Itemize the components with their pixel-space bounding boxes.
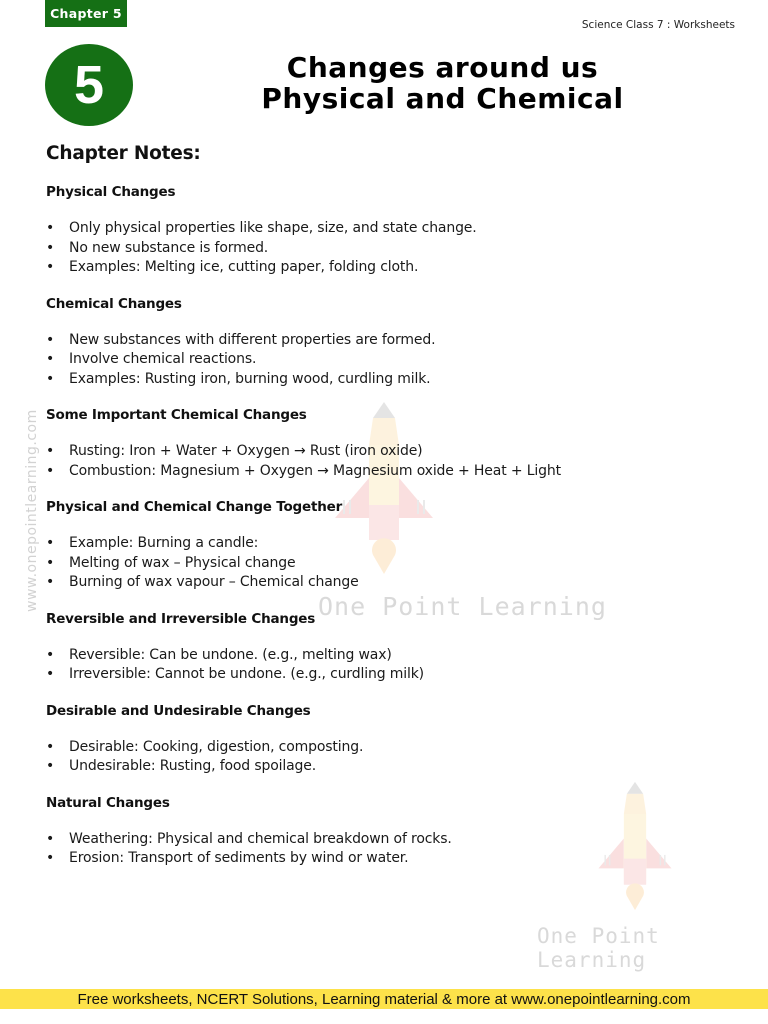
list-item: • Examples: Melting ice, cutting paper, folding cloth. — [46, 259, 419, 275]
section-chemical-changes — [46, 296, 726, 390]
list-item: • Combustion: Magnesium + Oxygen → Magnesium oxide + Heat + Light — [46, 462, 561, 479]
list-item: • Rusting: Iron + Water + Oxygen → Rust (iron oxide) — [46, 443, 423, 459]
title-line-1: Changes around us — [286, 51, 599, 84]
list-item: • Weathering: Physical and chemical breakdown of rocks. — [46, 830, 452, 847]
list-item: • Desirable: Cooking, digestion, composting. — [46, 738, 364, 755]
document-label: Science Class 7 : Worksheets — [581, 19, 735, 31]
section-physical-and-chemical-together — [46, 499, 726, 593]
title-line-2: Physical and Chemical — [261, 82, 624, 115]
section-title: Chemical Changes — [46, 295, 182, 312]
section-reversible-irreversible — [46, 611, 726, 685]
footer-banner: Free worksheets, NCERT Solutions, Learning material & more at www.onepointlearning.com — [0, 989, 768, 1009]
list-item: • Involve chemical reactions. — [46, 351, 257, 367]
section-important-chemical-changes — [46, 407, 726, 481]
section-desirable-undesirable — [46, 703, 726, 777]
chapter-notes — [46, 143, 726, 887]
section-title: Some Important Chemical Changes — [46, 407, 307, 423]
section-title: Desirable and Undesirable Changes — [46, 702, 311, 719]
list-item: • Reversible: Can be undone. (e.g., melting wax) — [46, 646, 392, 663]
list-item: • Undesirable: Rusting, food spoilage. — [46, 758, 317, 774]
section-title: Physical Changes — [46, 184, 176, 200]
brand-watermark: One Point Learning — [318, 592, 607, 621]
section-title: Reversible and Irreversible Changes — [46, 610, 316, 627]
list-item: • New substances with different properties are formed. — [46, 331, 436, 348]
side-url-watermark: www.onepointlearning.com — [24, 409, 40, 612]
notes-heading: Chapter Notes: — [46, 143, 201, 164]
list-item: • Examples: Rusting iron, burning wood, curdling milk. — [46, 370, 431, 387]
list-item: • Example: Burning a candle: — [46, 535, 259, 551]
page-title — [230, 52, 655, 114]
list-item: • No new substance is formed. — [46, 239, 269, 256]
section-physical-changes — [46, 184, 726, 278]
list-item: • Erosion: Transport of sediments by wind or water. — [46, 850, 409, 866]
chapter-badge: Chapter 5 — [45, 0, 127, 27]
chapter-number-circle: 5 — [45, 44, 133, 126]
list-item: • Burning of wax vapour – Chemical change — [46, 574, 359, 590]
list-item: • Irreversible: Cannot be undone. (e.g., curdling milk) — [46, 666, 424, 682]
section-natural-changes — [46, 795, 726, 869]
brand-watermark-2: One Point Learning — [537, 924, 660, 972]
list-item: • Melting of wax – Physical change — [46, 554, 296, 571]
section-title: Physical and Chemical Change Together — [46, 499, 343, 515]
list-item: • Only physical properties like shape, size, and state change. — [46, 220, 477, 236]
section-title: Natural Changes — [46, 794, 170, 811]
